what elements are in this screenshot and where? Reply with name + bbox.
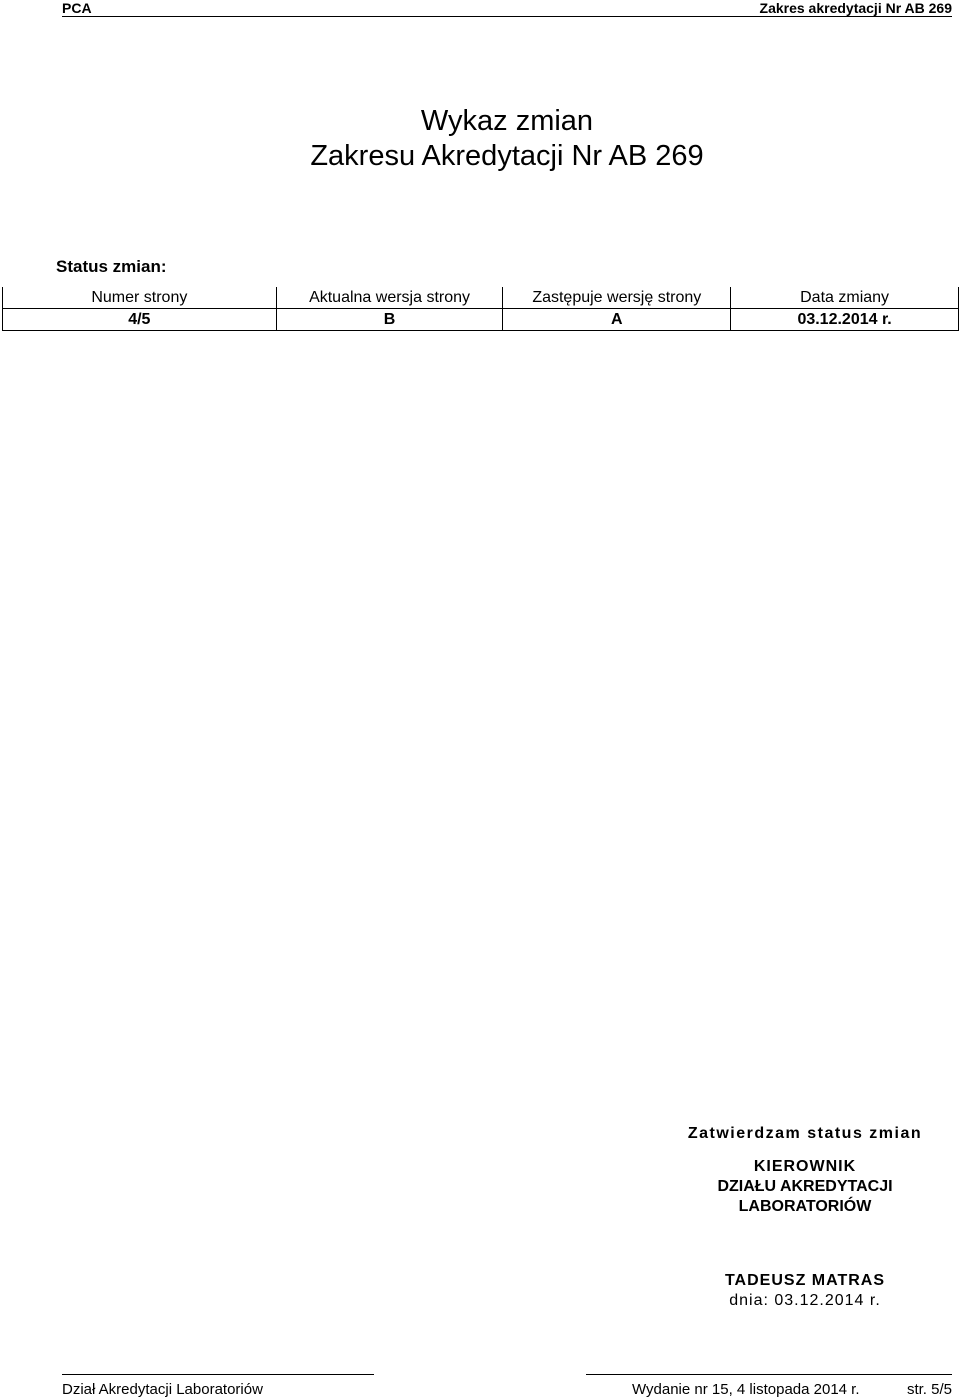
header-org: PCA	[62, 0, 92, 16]
column-header-change-date: Data zmiany	[731, 287, 959, 309]
footer-divider-left	[62, 1374, 374, 1375]
role-line-2: DZIAŁU AKREDYTACJI	[717, 1178, 893, 1195]
cell-replaced-version: A	[503, 309, 731, 331]
changes-table	[2, 287, 959, 331]
signer-name: TADEUSZ MATRAS	[724, 1272, 886, 1289]
approval-title: Zatwierdzam status zmian	[687, 1125, 923, 1142]
approval-block	[0, 1125, 960, 1217]
table-row	[3, 309, 959, 331]
footer-page-number: str. 5/5	[906, 1381, 952, 1398]
table-header-row	[3, 287, 959, 309]
cell-change-date: 03.12.2014 r.	[731, 309, 959, 331]
page-header	[62, 0, 952, 17]
column-header-replaced-version: Zastępuje wersję strony	[503, 287, 731, 309]
cell-page-number: 4/5	[3, 309, 277, 331]
signer-date: dnia: 03.12.2014 r.	[729, 1292, 881, 1309]
column-header-page-number: Numer strony	[3, 287, 277, 309]
footer-edition: Wydanie nr 15, 4 listopada 2014 r.	[632, 1381, 860, 1398]
footer-divider-right	[586, 1374, 952, 1375]
role-line-1: KIEROWNIK	[753, 1158, 857, 1175]
page-title	[0, 104, 960, 174]
title-line-1: Wykaz zmian	[420, 105, 594, 137]
title-line-2: Zakresu Akredytacji Nr AB 269	[310, 140, 704, 172]
footer-department: Dział Akredytacji Laboratoriów	[62, 1381, 263, 1398]
cell-current-version: B	[276, 309, 503, 331]
column-header-current-version: Aktualna wersja strony	[276, 287, 503, 309]
signer-block	[0, 1271, 960, 1311]
header-document-title: Zakres akredytacji Nr AB 269	[759, 0, 952, 16]
approval-role	[0, 1157, 960, 1217]
status-label: Status zmian:	[56, 257, 167, 276]
role-line-3: LABORATORIÓW	[738, 1198, 872, 1215]
